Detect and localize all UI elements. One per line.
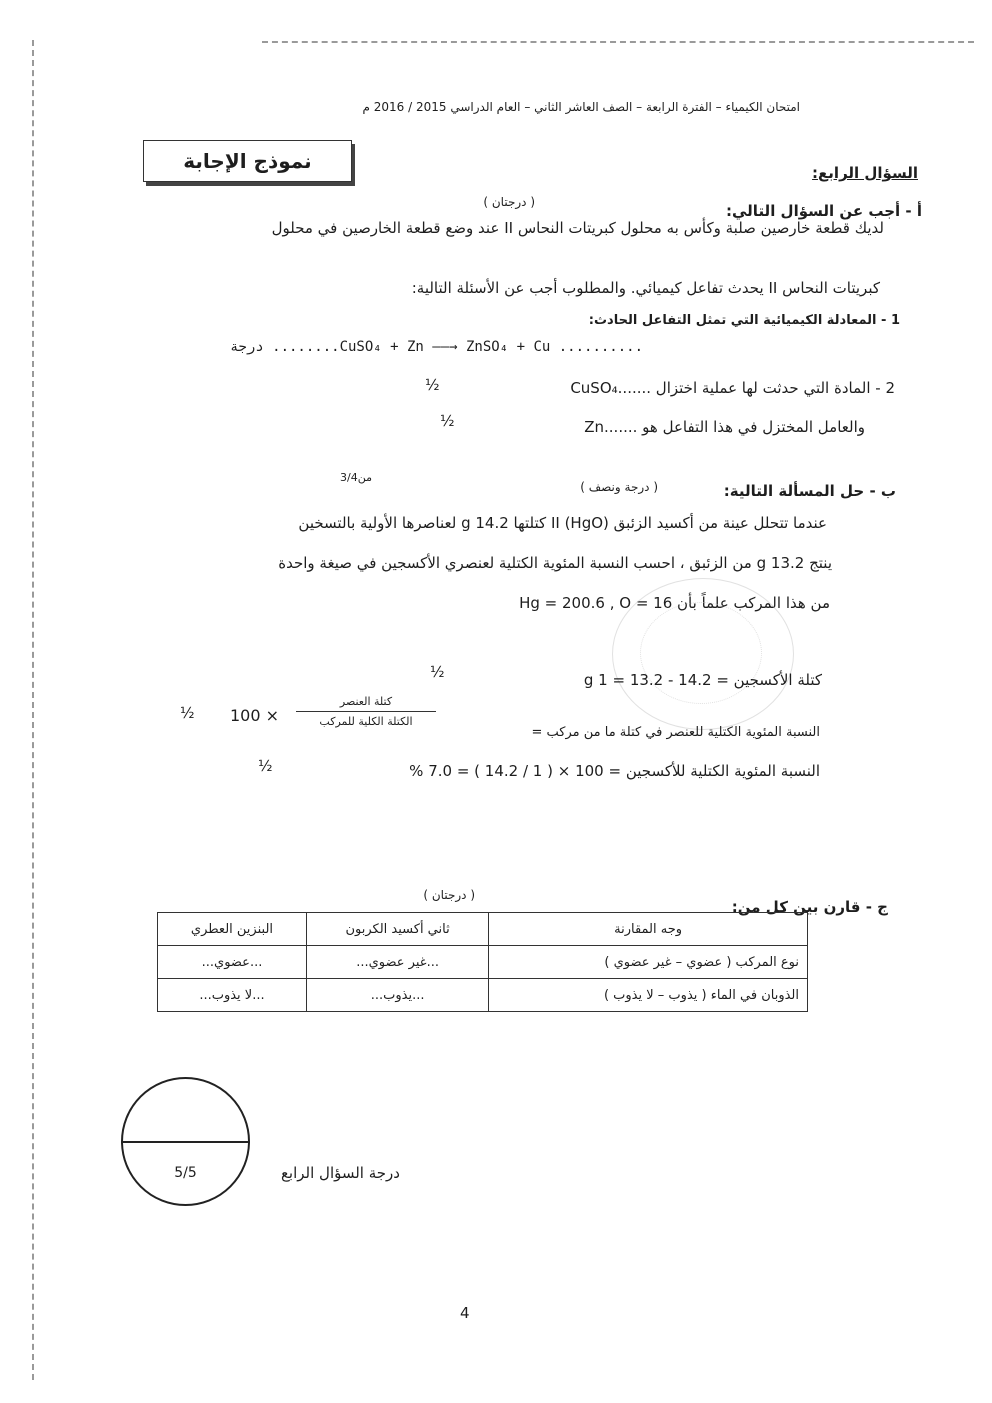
part-a-points: ( درجتان ): [483, 195, 535, 209]
calc-oxygen-percent: النسبة المئوية الكتلية للأكسجين = 100 × ( 1 / 14.2 ) = 7.0 %: [409, 762, 820, 780]
calc-1-mark: ½: [430, 663, 445, 681]
calc-mass-percent-formula: النسبة المئوية الكتلية للعنصر في كتلة ما من مركب =: [531, 725, 820, 740]
part-b-text-3: من هذا المركب علماً بأن Hg = 200.6 , O = 16: [519, 594, 830, 612]
table-cell: ...غير عضوي...: [306, 946, 488, 979]
part-b-text-2: ينتج 13.2 g من الزئبق ، احسب النسبة المئوية الكتلية لعنصري الأكسجين في صيغة واحدة: [278, 554, 832, 572]
part-b-side-note: من3/4: [340, 471, 372, 484]
table-row-header: نوع المركب ( عضوي – غير عضوي ): [489, 946, 808, 979]
comparison-table: [157, 912, 808, 1012]
top-margin-line: [262, 41, 974, 43]
exam-header: امتحان الكيمياء – الفترة الرابعة – الصف العاشر الثاني – العام الدراسي 2015 / 2016 م: [362, 100, 800, 114]
table-row: [158, 946, 808, 979]
question-title: السؤال الرابع:: [812, 164, 918, 182]
score-value: 5/5: [174, 1165, 197, 1181]
answer-key-banner: نموذج الإجابة: [143, 140, 352, 182]
part-a-q1: 1 - المعادلة الكيميائية التي تمثل التفاعل الحادث:: [588, 313, 900, 328]
calc-2-times: 100 ×: [230, 706, 280, 725]
mass-percent-fraction: [296, 695, 436, 728]
part-a-text-2: كبريتات النحاس II يحدث تفاعل كيميائي. والمطلوب أجب عن الأسئلة التالية:: [411, 279, 880, 297]
table-cell: ...يذوب...: [306, 979, 488, 1012]
reaction-equation: درجة ........CuSO₄ + Zn ——→ ZnSO₄ + Cu ..........: [230, 339, 644, 355]
table-header-cell: وجه المقارنة: [489, 913, 808, 946]
part-c-points: ( درجتان ): [423, 888, 475, 902]
table-header-cell: البنزين العطري: [158, 913, 307, 946]
part-a-q2-mark: ½: [425, 376, 440, 394]
calc-3-mark: ½: [258, 757, 273, 775]
part-c-label: ج - قارن بين كل من:: [731, 898, 888, 916]
part-a-label: أ - أجب عن السؤال التالي:: [726, 202, 922, 220]
calc-oxygen-mass: كتلة الأكسجين = 14.2 - 13.2 = 1 g: [583, 671, 822, 689]
part-a-q3: والعامل المختزل في هذا التفاعل هو .......Zn: [584, 418, 865, 436]
part-b-text-1: عندما تتحلل عينة من أكسيد الزئبق II (HgO) كتلتها 14.2 g لعناصرها الأولية بالتسخين: [298, 514, 827, 532]
table-row: [158, 979, 808, 1012]
calc-2-mark: ½: [180, 704, 195, 722]
part-a-q3-mark: ½: [440, 412, 455, 430]
page-number: 4: [460, 1304, 470, 1322]
part-a-text-1: لديك قطعة خارصين صلبة وكأس به محلول كبريتات النحاس II عند وضع قطعة الخارصين في محلول: [271, 219, 884, 237]
table-header-row: [158, 913, 808, 946]
score-divider: [123, 1141, 248, 1143]
fraction-numerator: كتلة العنصر: [296, 695, 436, 712]
fraction-denominator: الكتلة الكلية للمركب: [319, 715, 413, 728]
left-margin-line: [32, 40, 34, 1380]
part-b-label: ب - حل المسألة التالية:: [723, 482, 896, 500]
score-label: درجة السؤال الرابع: [280, 1164, 400, 1182]
table-row-header: الذوبان في الماء ( يذوب – لا يذوب ): [489, 979, 808, 1012]
table-header-cell: ثاني أكسيد الكربون: [306, 913, 488, 946]
table-cell: ...عضوي...: [158, 946, 307, 979]
part-a-q2: 2 - المادة التي حدثت لها عملية اختزال .......CuSO₄: [570, 379, 895, 397]
table-cell: ...لا يذوب...: [158, 979, 307, 1012]
part-b-points: ( درجة ونصف ): [580, 480, 658, 494]
score-circle: [121, 1077, 250, 1206]
